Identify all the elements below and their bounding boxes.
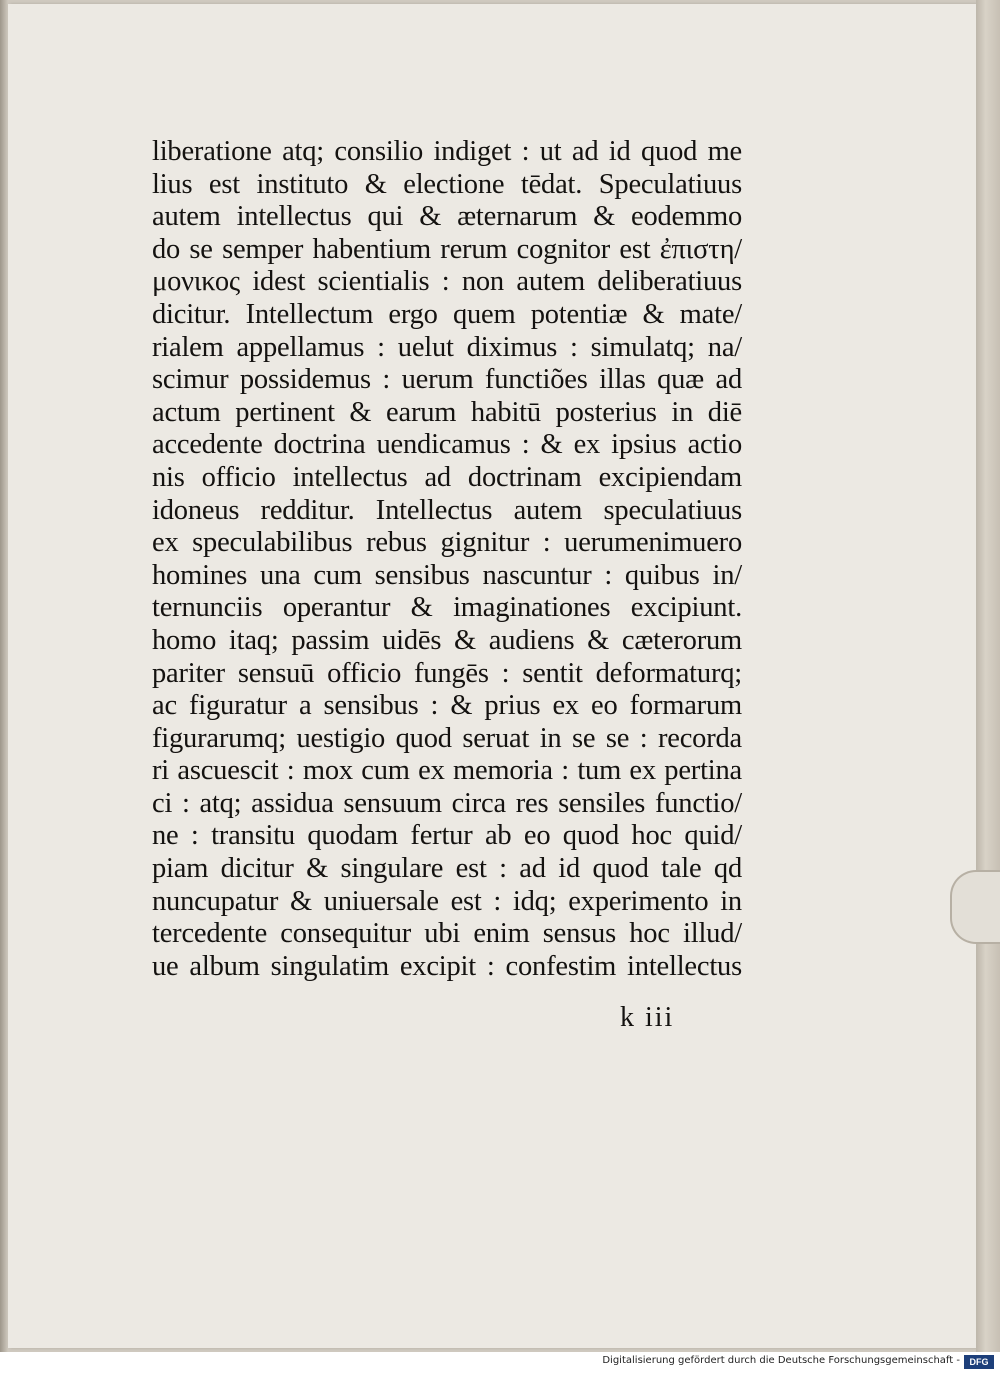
text-line: ac figuratur a sensibus : & prius ex eo formarum	[152, 690, 742, 722]
dfg-logo-icon: DFG	[964, 1355, 994, 1369]
page-text-block	[152, 136, 742, 983]
text-line: dicitur. Intellectum ergo quem potentiæ & mate/	[152, 298, 742, 330]
text-line: μονικος idest scientialis : non autem deliberatiuus	[152, 266, 742, 298]
footer-credit: Digitalisierung gefördert durch die Deutsche Forschungsgemeinschaft -	[602, 1355, 960, 1366]
text-line: scimur possidemus : uerum functiões illas quæ ad	[152, 364, 742, 396]
text-line: ne : transitu quodam fertur ab eo quod hoc quid/	[152, 820, 742, 852]
text-line: figurarumq; uestigio quod seruat in se se : recorda	[152, 722, 742, 754]
text-line: lius est instituto & electione tēdat. Speculatiuus	[152, 168, 742, 200]
text-line: piam dicitur & singulare est : ad id quod tale qd	[152, 853, 742, 885]
page-stack-edge	[976, 0, 1000, 1352]
text-line: ue album singulatim excipit : confestim intellectus	[152, 950, 742, 982]
text-line: homo itaq; passim uidēs & audiens & cæterorum	[152, 624, 742, 656]
text-line: liberatione atq; consilio indiget : ut ad id quod me	[152, 136, 742, 167]
text-line: nis officio intellectus ad doctrinam excipiendam	[152, 461, 742, 493]
text-line: tercedente consequitur ubi enim sensus hoc illud/	[152, 918, 742, 950]
text-line: ternunciis operantur & imaginationes excipiunt.	[152, 592, 742, 624]
text-line: homines una cum sensibus nascuntur : quibus in/	[152, 559, 742, 591]
signature-mark: k iii	[620, 1002, 675, 1033]
text-line: do se semper habentium rerum cognitor est ἐπιστη/	[152, 233, 742, 265]
text-line: nuncupatur & uniuersale est : idq; experimento in	[152, 885, 742, 917]
text-line: ci : atq; assidua sensuum circa res sensiles functio/	[152, 787, 742, 819]
text-line: autem intellectus qui & æternarum & eodemmo	[152, 201, 742, 233]
binding-edge	[0, 0, 8, 1352]
text-line: ex speculabilibus rebus gignitur : uerumenimuero	[152, 527, 742, 559]
text-line: rialem appellamus : uelut diximus : simulatq; na/	[152, 331, 742, 363]
page-marker-tab	[950, 870, 1000, 944]
text-line: idoneus redditur. Intellectus autem speculatiuus	[152, 494, 742, 526]
text-line: actum pertinent & earum habitū posterius in diē	[152, 396, 742, 428]
text-line: pariter sensuū officio fungēs : sentit deformaturq;	[152, 657, 742, 689]
text-line: accedente doctrina uendicamus : & ex ipsius actio	[152, 429, 742, 461]
text-line: ri ascuescit : mox cum ex memoria : tum ex pertina	[152, 755, 742, 787]
